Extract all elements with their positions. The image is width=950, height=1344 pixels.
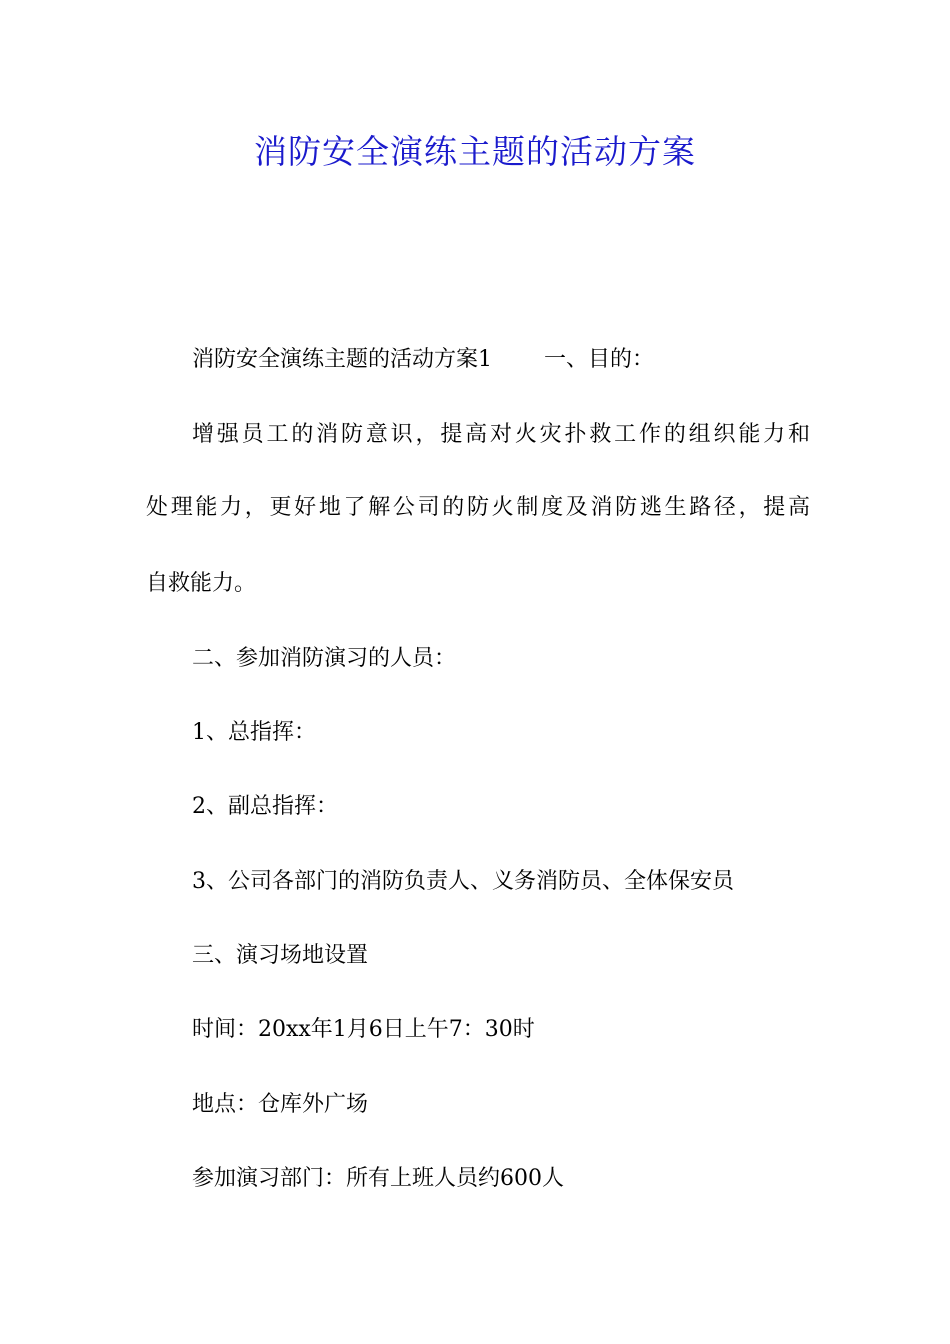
personnel-item-2: 2、副总指挥：	[192, 794, 338, 819]
personnel-item-1: 1、总指挥：	[192, 720, 316, 745]
personnel-item-3: 3、公司各部门的消防负责人、义务消防员、全体保安员	[192, 869, 734, 894]
intro-heading: 消防安全演练主题的活动方案1	[192, 347, 492, 372]
location-line: 地点：仓库外广场	[192, 1092, 369, 1117]
section1-heading: 一、目的：	[544, 347, 655, 372]
section3-heading: 三、演习场地设置	[192, 943, 369, 968]
departments-line: 参加演习部门：所有上班人员约600人	[192, 1166, 564, 1191]
intro-line	[192, 340, 810, 380]
purpose-line-2: 处理能力，更好地了解公司的防火制度及消防逃生路径，提高	[146, 495, 810, 520]
time-line: 时间：20xx年1月6日上午7：30时	[192, 1017, 535, 1042]
section2-heading: 二、参加消防演习的人员：	[192, 646, 457, 671]
purpose-line-3: 自救能力。	[146, 571, 257, 596]
purpose-line-1: 增强员工的消防意识，提高对火灾扑救工作的组织能力和	[192, 422, 810, 447]
document-title: 消防安全演练主题的活动方案	[254, 132, 696, 171]
